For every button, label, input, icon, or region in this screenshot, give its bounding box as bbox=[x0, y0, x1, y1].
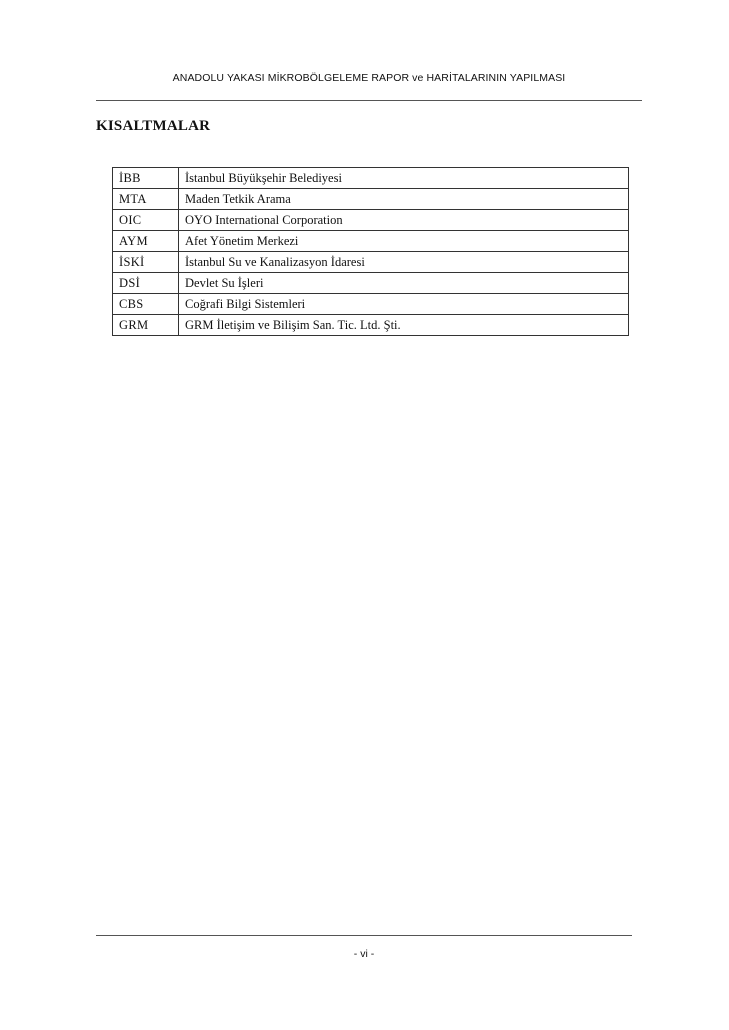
abbreviation-cell: MTA bbox=[113, 189, 179, 210]
page-number: - vi - bbox=[353, 948, 375, 960]
table-row bbox=[113, 189, 629, 210]
footer-divider bbox=[96, 935, 632, 936]
page-header: ANADOLU YAKASI MİKROBÖLGELEME RAPOR ve HARİTALARININ YAPILMASI bbox=[172, 72, 566, 84]
table-row bbox=[113, 273, 629, 294]
header-divider bbox=[96, 100, 642, 101]
abbreviation-cell: DSİ bbox=[113, 273, 179, 294]
abbreviation-cell: AYM bbox=[113, 231, 179, 252]
abbreviation-cell: GRM bbox=[113, 315, 179, 336]
abbreviation-cell: CBS bbox=[113, 294, 179, 315]
meaning-cell: Maden Tetkik Arama bbox=[179, 189, 629, 210]
abbreviation-cell: İBB bbox=[113, 168, 179, 189]
abbreviations-table bbox=[112, 167, 629, 336]
meaning-cell: İstanbul Büyükşehir Belediyesi bbox=[179, 168, 629, 189]
abbreviation-cell: OIC bbox=[113, 210, 179, 231]
meaning-cell: OYO International Corporation bbox=[179, 210, 629, 231]
meaning-cell: Afet Yönetim Merkezi bbox=[179, 231, 629, 252]
meaning-cell: GRM İletişim ve Bilişim San. Tic. Ltd. Şti. bbox=[179, 315, 629, 336]
abbreviation-cell: İSKİ bbox=[113, 252, 179, 273]
meaning-cell: İstanbul Su ve Kanalizasyon İdaresi bbox=[179, 252, 629, 273]
meaning-cell: Coğrafi Bilgi Sistemleri bbox=[179, 294, 629, 315]
meaning-cell: Devlet Su İşleri bbox=[179, 273, 629, 294]
table-row bbox=[113, 231, 629, 252]
section-title: KISALTMALAR bbox=[96, 118, 211, 134]
table-row bbox=[113, 315, 629, 336]
table-row bbox=[113, 252, 629, 273]
table-row bbox=[113, 210, 629, 231]
table-row bbox=[113, 294, 629, 315]
table-row bbox=[113, 168, 629, 189]
